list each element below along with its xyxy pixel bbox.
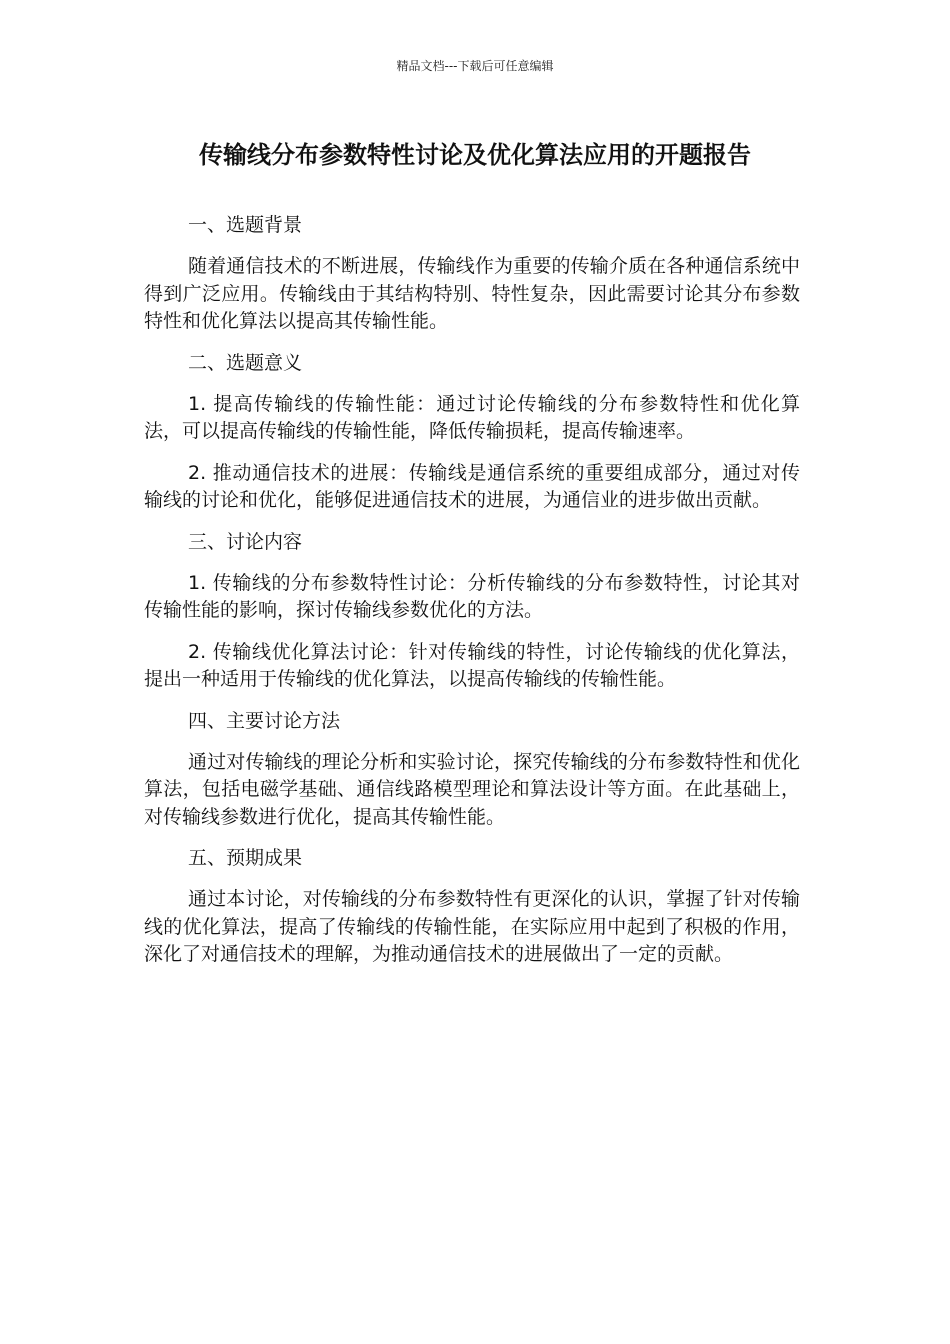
section-heading: 三、讨论内容: [188, 530, 303, 553]
paragraph: 随着通信技术的不断进展，传输线作为重要的传输介质在各种通信系统中得到广泛应用。传输线由于其结构特别、特性复杂，因此需要讨论其分布参数特性和优化算法以提高其传输性能。: [144, 255, 800, 332]
paragraph: 通过对传输线的理论分析和实验讨论，探究传输线的分布参数特性和优化算法，包括电磁学基础、通信线路模型理论和算法设计等方面。在此基础上，对传输线参数进行优化，提高其传输性能。: [144, 750, 800, 828]
paragraph: 1. 传输线的分布参数特性讨论：分析传输线的分布参数特性，讨论其对传输性能的影响，探讨传输线参数优化的方法。: [144, 571, 800, 621]
page-header: 精品文档---下载后可任意编辑: [396, 59, 554, 73]
section-methods: [144, 708, 800, 832]
section-heading: 五、预期成果: [188, 847, 303, 869]
paragraph: 1. 提高传输线的传输性能：通过讨论传输线的分布参数特性和优化算法，可以提高传输线的传输性能，降低传输损耗，提高传输速率。: [144, 392, 800, 442]
section-heading: 一、选题背景: [188, 214, 303, 236]
document-title: 传输线分布参数特性讨论及优化算法应用的开题报告: [199, 141, 751, 169]
section-heading: 二、选题意义: [188, 351, 303, 374]
section-significance: [144, 350, 800, 515]
paragraph: 通过本讨论，对传输线的分布参数特性有更深化的认识，掌握了针对传输线的优化算法，提高了传输线的传输性能，在实际应用中起到了积极的作用，深化了对通信技术的理解，为推动通信技术的进展做出了一定的贡献。: [144, 888, 800, 965]
section-heading: 四、主要讨论方法: [188, 709, 341, 732]
section-expected-results: [144, 845, 800, 969]
section-background: [144, 212, 800, 336]
paragraph: 2. 传输线优化算法讨论：针对传输线的特性，讨论传输线的优化算法，提出一种适用于传输线的优化算法，以提高传输线的传输性能。: [144, 640, 800, 690]
paragraph: 2. 推动通信技术的进展：传输线是通信系统的重要组成部分，通过对传输线的讨论和优化，能够促进通信技术的进展，为通信业的进步做出贡献。: [144, 461, 800, 511]
section-content: [144, 529, 800, 694]
document-body: [144, 212, 800, 983]
